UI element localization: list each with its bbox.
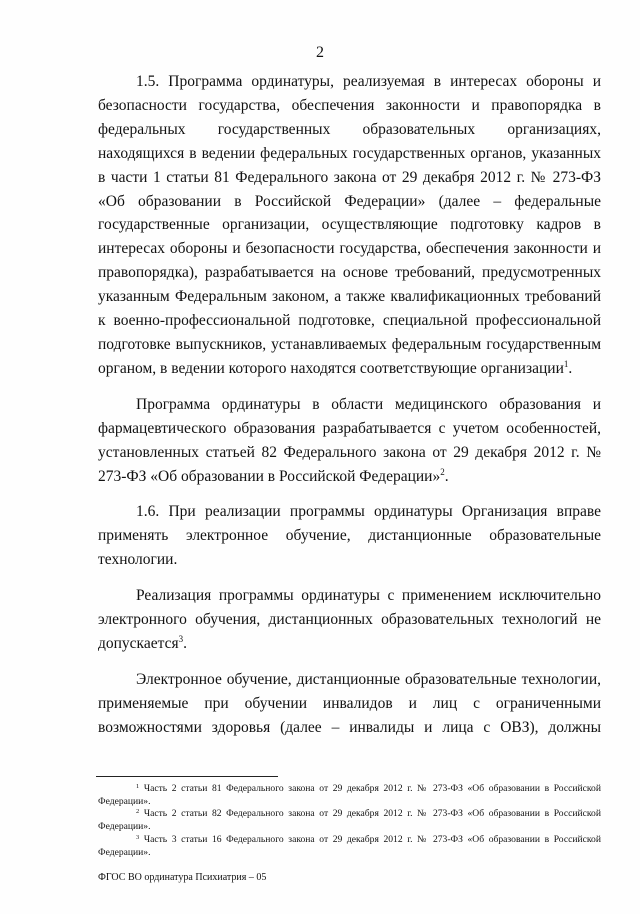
footnote-2: $^2$ Часть 2 статьи 82 Федерального закона от 29 декабря 2012 г. № 273-ФЗ «Об образовании в Российской Федерации». xyxy=(98,808,601,833)
paragraph-ovz: Электронное обучение, дистанционные образовательные технологии, применяемые при обучении инвалидов и лиц с ограниченными возможностями здоровья (далее – инвалиды и лица с ОВЗ), должны xyxy=(98,670,601,736)
page-number: 2 xyxy=(316,44,324,61)
paragraph-1-6: 1.6. При реализации программы ординатуры Организация вправе применять электронное обучение, дистанционные образовательные технологии. xyxy=(98,503,601,569)
footnote-3: $^3$ Часть 3 статьи 16 Федерального закона от 29 декабря 2012 г. № 273-ФЗ «Об образовании в Российской Федерации». xyxy=(98,833,601,858)
footnote-1: $^1$ Часть 2 статьи 81 Федерального закона от 29 декабря 2012 г. № 273-ФЗ «Об образовании в Российской Федерации». xyxy=(98,783,601,807)
footnote-ref-1: 1 xyxy=(563,358,569,369)
paragraph-distance-learning: Реализация программы ординатуры с применением исключительно электронного обучения, дистанционных образовательных технологий не допускается$^3$. xyxy=(98,587,601,652)
body-text xyxy=(98,70,601,740)
footnotes xyxy=(98,783,601,859)
footnote-divider xyxy=(96,776,278,777)
paragraph-1-5: 1.5. Программа ординатуры, реализуемая в интересах обороны и безопасности государства, обеспечения законности и правопорядка в федеральных государственных образовательных организациях, находящихся в ведении федеральных государственных органов, указанных в части 1 статьи 81 Федерального закона от 29 декабря 2012 г. № 273-ФЗ «Об образовании в Российской Федерации» (далее – федеральные государственные организации, осуществляющие подготовку кадров в интересах обороны и безопасности государства, обеспечения законности и правопорядка), разрабатывается на основе требований, предусмотренных указанным Федеральным законом, а также квалификационных требований к военно-профессиональной подготовке, специальной профессиональной подготовке выпускников, устанавливаемых федеральным государственным органом, в ведении которого находятся соответствующие организации$^1$. xyxy=(98,73,601,377)
footnote-ref-2: 2 xyxy=(440,466,445,477)
paragraph-medical: Программа ординатуры в области медицинского образования и фармацевтического образования разрабатывается с учетом особенностей, установленных статьей 82 Федерального закона от 29 декабря 2012 г. № 273-ФЗ «Об образовании в Российской Федерации»$^2$. xyxy=(98,395,601,485)
footnote-ref-3: 3 xyxy=(178,633,184,644)
page-footer: ФГОС ВО ординатура Психиатрия – 05 xyxy=(98,872,267,883)
